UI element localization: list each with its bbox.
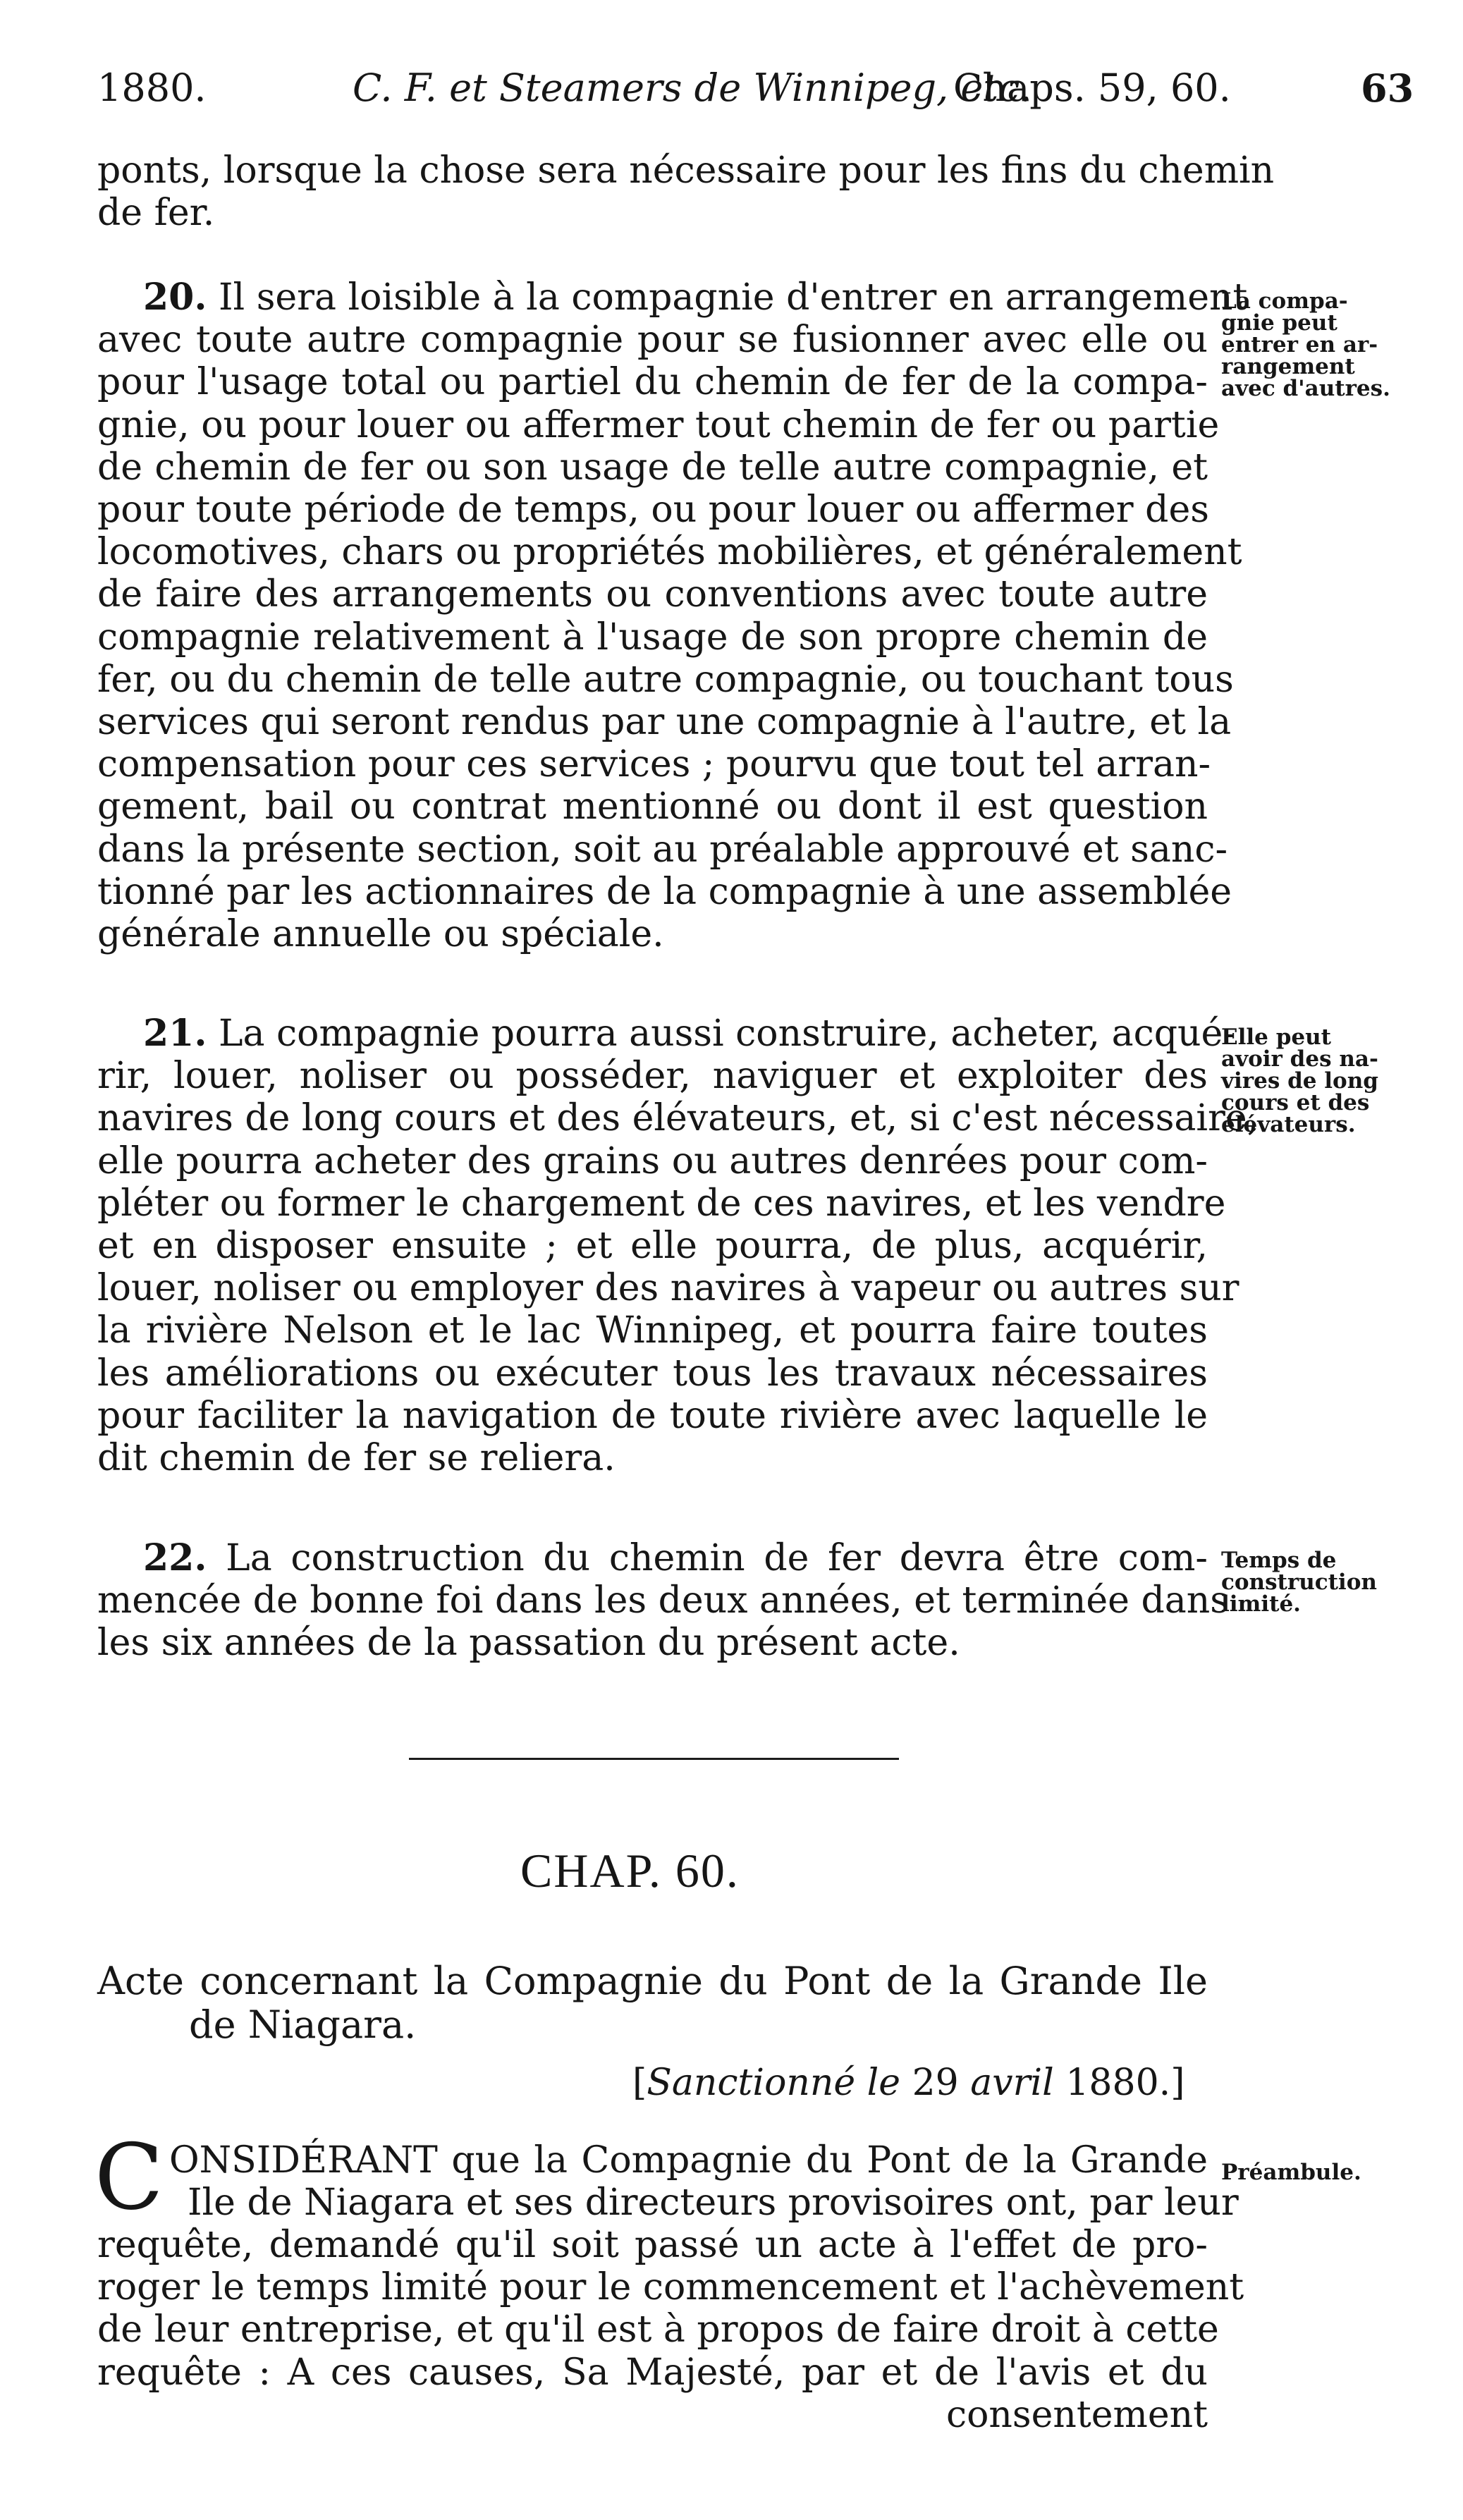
text-line: roger le temps limité pour le commencement et l'achèvement <box>97 2266 1244 2309</box>
text-line: ONSIDÉRANT que la Compagnie du Pont de la Grande <box>169 2139 1208 2182</box>
page-number: 63 <box>1361 66 1414 111</box>
text-line: ponts, lorsque la chose sera nécessaire pour les fins du chemin <box>97 149 1275 192</box>
text-line: requête : A ces causes, Sa Majesté, par et de l'avis et du <box>97 2351 1208 2394</box>
text-line: locomotives, chars ou propriétés mobilières, et généralement <box>97 531 1242 574</box>
section-20-first-line: 20. Il sera loisible à la compagnie d'entrer en arrangement <box>143 276 1248 319</box>
text-line: de fer. <box>97 192 215 235</box>
text-line: la rivière Nelson et le lac Winnipeg, et pourra faire toutes <box>97 1309 1208 1352</box>
text-line: pour toute période de temps, ou pour louer ou affermer des <box>97 489 1209 532</box>
preamble-body <box>97 2224 1244 2436</box>
drop-cap: C <box>94 2125 164 2230</box>
header-year: 1880. <box>97 66 207 110</box>
text-line: compensation pour ces services ; pourvu que tout tel arran- <box>97 743 1211 786</box>
margin-line: Temps de <box>1221 1548 1337 1573</box>
margin-line: cours et des <box>1221 1090 1370 1115</box>
text-line: avec toute autre compagnie pour se fusionner avec elle ou <box>97 319 1208 362</box>
text-line: compagnie relativement à l'usage de son propre chemin de <box>97 616 1208 659</box>
margin-line: construction <box>1221 1570 1377 1595</box>
section-22 <box>97 1536 1229 1665</box>
text-line: générale annuelle ou spéciale. <box>97 913 664 956</box>
section-22-number: 22. <box>143 1536 207 1579</box>
margin-note-section-22 <box>1221 1550 1433 1615</box>
section-22-first-line: 22. La construction du chemin de fer devra être com- <box>143 1536 1208 1579</box>
text-line: dit chemin de fer se reliera. <box>97 1437 616 1480</box>
margin-line: avoir des na- <box>1221 1046 1378 1072</box>
margin-note-preamble: Préambule. <box>1221 2160 1361 2185</box>
text-line: les améliorations ou exécuter tous les travaux nécessaires <box>97 1352 1208 1395</box>
act-title-line-2: de Niagara. <box>189 2002 417 2047</box>
margin-line: gnie peut <box>1221 310 1337 336</box>
text-line: pour l'usage total ou partiel du chemin de fer de la compa- <box>97 361 1208 404</box>
section-21-first-line: 21. La compagnie pourra aussi construire, acheter, acqué- <box>143 1012 1235 1055</box>
section-20-number: 20. <box>143 276 207 319</box>
text-line: louer, noliser ou employer des navires à vapeur ou autres sur <box>97 1267 1239 1310</box>
header-chapters: Chaps. 59, 60. <box>953 66 1231 110</box>
chapter-heading: CHAP. 60. <box>520 1844 740 1897</box>
margin-line: avec d'autres. <box>1221 376 1390 401</box>
margin-note-section-20 <box>1221 290 1433 400</box>
act-title-line-1: Acte concernant la Compagnie du Pont de la Grande Ile <box>97 1959 1208 2003</box>
header-title: C. F. et Steamers de Winnipeg, etc. <box>353 66 1032 110</box>
text-line: Ile de Niagara et ses directeurs provisoires ont, par leur <box>188 2182 1239 2225</box>
margin-line: Elle peut <box>1221 1024 1331 1050</box>
text-line: pour faciliter la navigation de toute rivière avec laquelle le <box>97 1394 1208 1437</box>
margin-line: limité. <box>1221 1591 1301 1617</box>
margin-line: La compa- <box>1221 288 1348 314</box>
catchword: consentement <box>945 2393 1208 2436</box>
text-line: gnie, ou pour louer ou affermer tout chemin de fer ou partie <box>97 403 1220 446</box>
margin-line: élévateurs. <box>1221 1112 1356 1137</box>
text-line: de leur entreprise, et qu'il est à propos de faire droit à cette <box>97 2308 1219 2351</box>
text-line: requête, demandé qu'il soit passé un acte à l'effet de pro- <box>97 2224 1208 2266</box>
preamble-opening <box>169 2139 1239 2225</box>
text-line: tionné par les actionnaires de la compagnie à une assemblée <box>97 870 1232 913</box>
text-line: de faire des arrangements ou conventions avec toute autre <box>97 573 1208 616</box>
sanction-date: [Sanctionné le 29 avril 1880.] <box>632 2062 1185 2104</box>
text-line: rir, louer, noliser ou posséder, naviguer et exploiter des <box>97 1055 1208 1098</box>
margin-line: rangement <box>1221 354 1355 379</box>
section-21-number: 21. <box>143 1012 207 1055</box>
text-line: dans la présente section, soit au préalable approuvé et sanc- <box>97 828 1228 871</box>
text-line: services qui seront rendus par une compagnie à l'autre, et la <box>97 701 1232 744</box>
margin-line: vires de long <box>1221 1068 1378 1094</box>
text-line: navires de long cours et des élévateurs, et, si c'est nécessaire, <box>97 1097 1259 1140</box>
continuation-paragraph <box>97 149 1275 235</box>
text-line: gement, bail ou contrat mentionné ou dont il est question <box>97 785 1208 828</box>
section-21 <box>97 1012 1259 1480</box>
text-line: et en disposer ensuite ; et elle pourra, de plus, acquérir, <box>97 1225 1208 1268</box>
text-line: fer, ou du chemin de telle autre compagnie, ou touchant tous <box>97 658 1234 701</box>
text-line: les six années de la passation du présent acte. <box>97 1622 960 1665</box>
margin-note-section-21 <box>1221 1024 1433 1137</box>
margin-line: entrer en ar- <box>1221 332 1378 357</box>
text-line: de chemin de fer ou son usage de telle autre compagnie, et <box>97 446 1208 489</box>
text-line: mencée de bonne foi dans les deux années, et terminée dans <box>97 1579 1229 1622</box>
text-line: pléter ou former le chargement de ces navires, et les vendre <box>97 1182 1226 1225</box>
section-20 <box>97 276 1248 956</box>
text-line: elle pourra acheter des grains ou autres denrées pour com- <box>97 1139 1208 1182</box>
chapter-separator-rule <box>409 1758 899 1760</box>
